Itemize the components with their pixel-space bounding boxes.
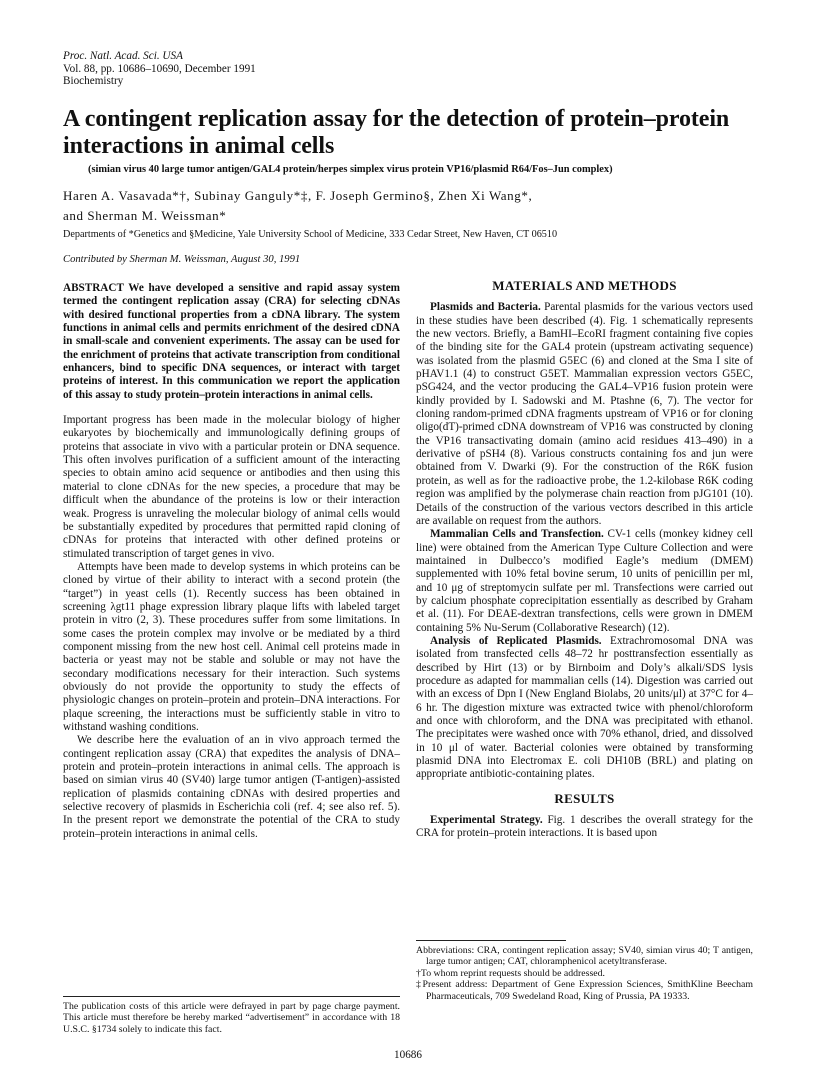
- footnote-rule: [416, 940, 566, 941]
- runin-heading: Experimental Strategy.: [430, 814, 543, 827]
- article-title: A contingent replication assay for the detection of protein–protein interactions in animal cells: [63, 106, 730, 159]
- journal-name: Proc. Natl. Acad. Sci. USA: [63, 50, 183, 62]
- paragraph-text: Extrachromosomal DNA was isolated from transfected cells 48–72 hr posttransfection essentially as described by Hirt (13) or by Birnboim and Doly’s alkali/SDS lysis procedure as adapted for mammalian cells (14). Digestion was carried out with an excess of Dpn I (New England Biolabs, 20 units/μl) at 37°C for 4–6 hr. The digestion mixture was extracted twice with phenol/chloroform and once with chloroform, and the DNA was precipitated with ethanol. The precipitates were washed once with 70% ethanol, dried, and dissolved in 10 μl of water. Bacterial colonies were obtained by transforming plasmid DNA into Electromax E. coli DH10B (BRL) and plating on appropriate antibiotic-containing plates.: [416, 634, 753, 781]
- intro-paragraph: Attempts have been made to develop systems in which proteins can be cloned by virtue of their ability to interact with a second protein (the “target”) in yeast cells (1). Recently success has been obtained in screening λgt11 phage expression library plaque lifts with labeled target protein in vitro (2, 3). These procedures suffer from some limitations. In some cases the protein complex may involve or be mediated by a third component missing from the new host cell. Animal cell proteins made in bacteria or yeast may not be stable and soluble or may not have the secondary modifications necessary for their interaction. Such systems obviously do not provide the opportunity to study the effects of physiologic changes on protein–protein and protein–DNA interactions. For plaque screening, the interactions must be sufficiently stable in vitro to withstand washing conditions.: [63, 560, 400, 733]
- runin-heading: Plasmids and Bacteria.: [430, 301, 541, 314]
- runin-heading: Mammalian Cells and Transfection.: [430, 528, 604, 541]
- paragraph-text: Fig. 1 describes the overall strategy for the CRA for protein–protein interactions. It is based upon: [416, 814, 753, 840]
- journal-header: [63, 50, 463, 88]
- page-number: 10686: [394, 1049, 422, 1061]
- methods-paragraph: [416, 301, 753, 528]
- author-list: [63, 186, 763, 226]
- results-paragraph: [416, 814, 753, 841]
- right-column: [416, 279, 753, 841]
- intro-paragraph: We describe here the evaluation of an in vivo approach termed the contingent replication assay (CRA) that expedites the analysis of DNA–protein and protein–protein interactions in animal cells. The approach is based on simian virus 40 (SV40) large tumor antigen (T-antigen)-assisted replication of plasmids containing cDNAs with desired properties and selective recovery of plasmids in Escherichia coli (ref. 4; see also ref. 5). In the present report we demonstrate the potential of the CRA to study protein–protein interactions in animal cells.: [63, 734, 400, 840]
- section-heading-results: RESULTS: [554, 790, 615, 806]
- journal-volume: Vol. 88, pp. 10686–10690, December 1991: [63, 62, 256, 75]
- paragraph-text: CV-1 cells (monkey kidney cell line) were obtained from the American Type Culture Collection and were maintained in Dulbecco’s modified Eagle’s medium (DMEM) supplemented with 10% fetal bovine serum, 10 units of penicillin per ml, and 10 μg of streptomycin sulfate per ml. Transfections were carried out by calcium phosphate coprecipitation essentially as described by Graham et al. (11). For DEAE-dextran transfections, cells were grown in DMEM containing 5% Nu-Serum (Collaborative Research) (12).: [416, 528, 753, 634]
- footnotes: [416, 945, 753, 1002]
- publication-cost-note: The publication costs of this article were defrayed in part by page charge payment. This article must therefore be hereby marked “advertisement” in accordance with 18 U.S.C. §1734 solely to indicate this fact.: [63, 1001, 400, 1035]
- author-line-1: Haren A. Vasavada*†, Subinay Ganguly*‡, F. Joseph Germino§, Zhen Xi Wang*,: [63, 188, 533, 203]
- intro-paragraph: Important progress has been made in the molecular biology of higher eukaryotes by biochemically and immunologically defining groups of proteins that associate in vivo with a particular protein or DNA sequence. This often involves purification of a sufficient amount of the interacting species to obtain amino acid sequence or antibodies and then using this material to clone cDNAs for the new species, a procedure that may be difficult when the abundance of the proteins is low or their interaction weak. Progress is unraveling the molecular biology of animal cells would be substantially expedited by procedures that permitted rapid cloning of cDNAs for proteins that interacted with other defined proteins or stimulated transcription of target genes in vivo.: [63, 414, 400, 560]
- keywords: (simian virus 40 large tumor antigen/GAL4 protein/herpes simplex virus protein VP16/plasmid R64/Fos–Jun complex): [88, 164, 613, 175]
- paragraph-text: Parental plasmids for the various vectors used in these studies have been described (4). Fig. 1 schematically represents the new vectors. Briefly, a BamHI–EcoRI fragment containing five copies of the binding site for the GAL4 protein (upstream activating sequence) was isolated from the plasmid G5EC (6) and cloned at the Sma I site of pHAV1.1 (4) to construct G5ET. Mammalian expression vectors G5EC, pSG424, and the vector producing the GAL4–VP16 fusion protein were kindly provided by I. Sadowski and M. Ptashne (6, 7). The vector for cloning random-primed cDNA fragments upstream of VP16 or for cloning oligo(dT)-primed cDNA downstream of VP16 was constructed by cloning the VP16 transactivating domain (amino acid residues 413–490) in a derivative of pSH4 (8). Various constructs containing fos and jun were obtained from V. Dwarki (9). For the construction of the R6K fusion protein, as well as for the radioactive probe, the 1.2-kilobase R6K coding region was amplified by the polymerase chain reaction from pJG101 (10). Details of the construction of the various vectors described in this article are available on request from the authors.: [416, 301, 753, 527]
- methods-paragraph: [416, 635, 753, 782]
- footnote: Abbreviations: CRA, contingent replication assay; SV40, simian virus 40; T antigen, large tumor antigen; CAT, chloramphenicol acetyltransferase.: [416, 945, 753, 968]
- section-heading-materials: MATERIALS AND METHODS: [492, 278, 677, 293]
- runin-heading: Analysis of Replicated Plasmids.: [430, 634, 602, 647]
- journal-section: Biochemistry: [63, 75, 124, 88]
- left-column: [63, 282, 400, 841]
- footnote: †To whom reprint requests should be addressed.: [416, 967, 605, 979]
- contributed-by: Contributed by Sherman M. Weissman, August 30, 1991: [63, 254, 301, 265]
- affiliation: Departments of *Genetics and §Medicine, Yale University School of Medicine, 333 Cedar Street, New Haven, CT 06510: [63, 229, 558, 240]
- methods-paragraph: [416, 528, 753, 635]
- footnote: ‡Present address: Department of Gene Expression Sciences, SmithKline Beecham Pharmaceuticals, 709 Swedeland Road, King of Prussia, PA 19333.: [416, 979, 753, 1002]
- publication-rule: [63, 996, 400, 997]
- abstract: ABSTRACT We have developed a sensitive and rapid assay system termed the contingent replication assay (CRA) for selecting cDNAs with desired functional properties from a cDNA library. The system functions in animal cells and permits enrichment of the desired cDNA in small-scale and convenient experiments. The assay can be used for the enrichment of proteins that activate transcription from conditional enhancers, bind to specific DNA sequences, or interact with target proteins of interest. In this communication we report the application of this assay to study protein–protein interactions in animal cells.: [63, 282, 400, 401]
- author-line-2: and Sherman M. Weissman*: [63, 208, 227, 223]
